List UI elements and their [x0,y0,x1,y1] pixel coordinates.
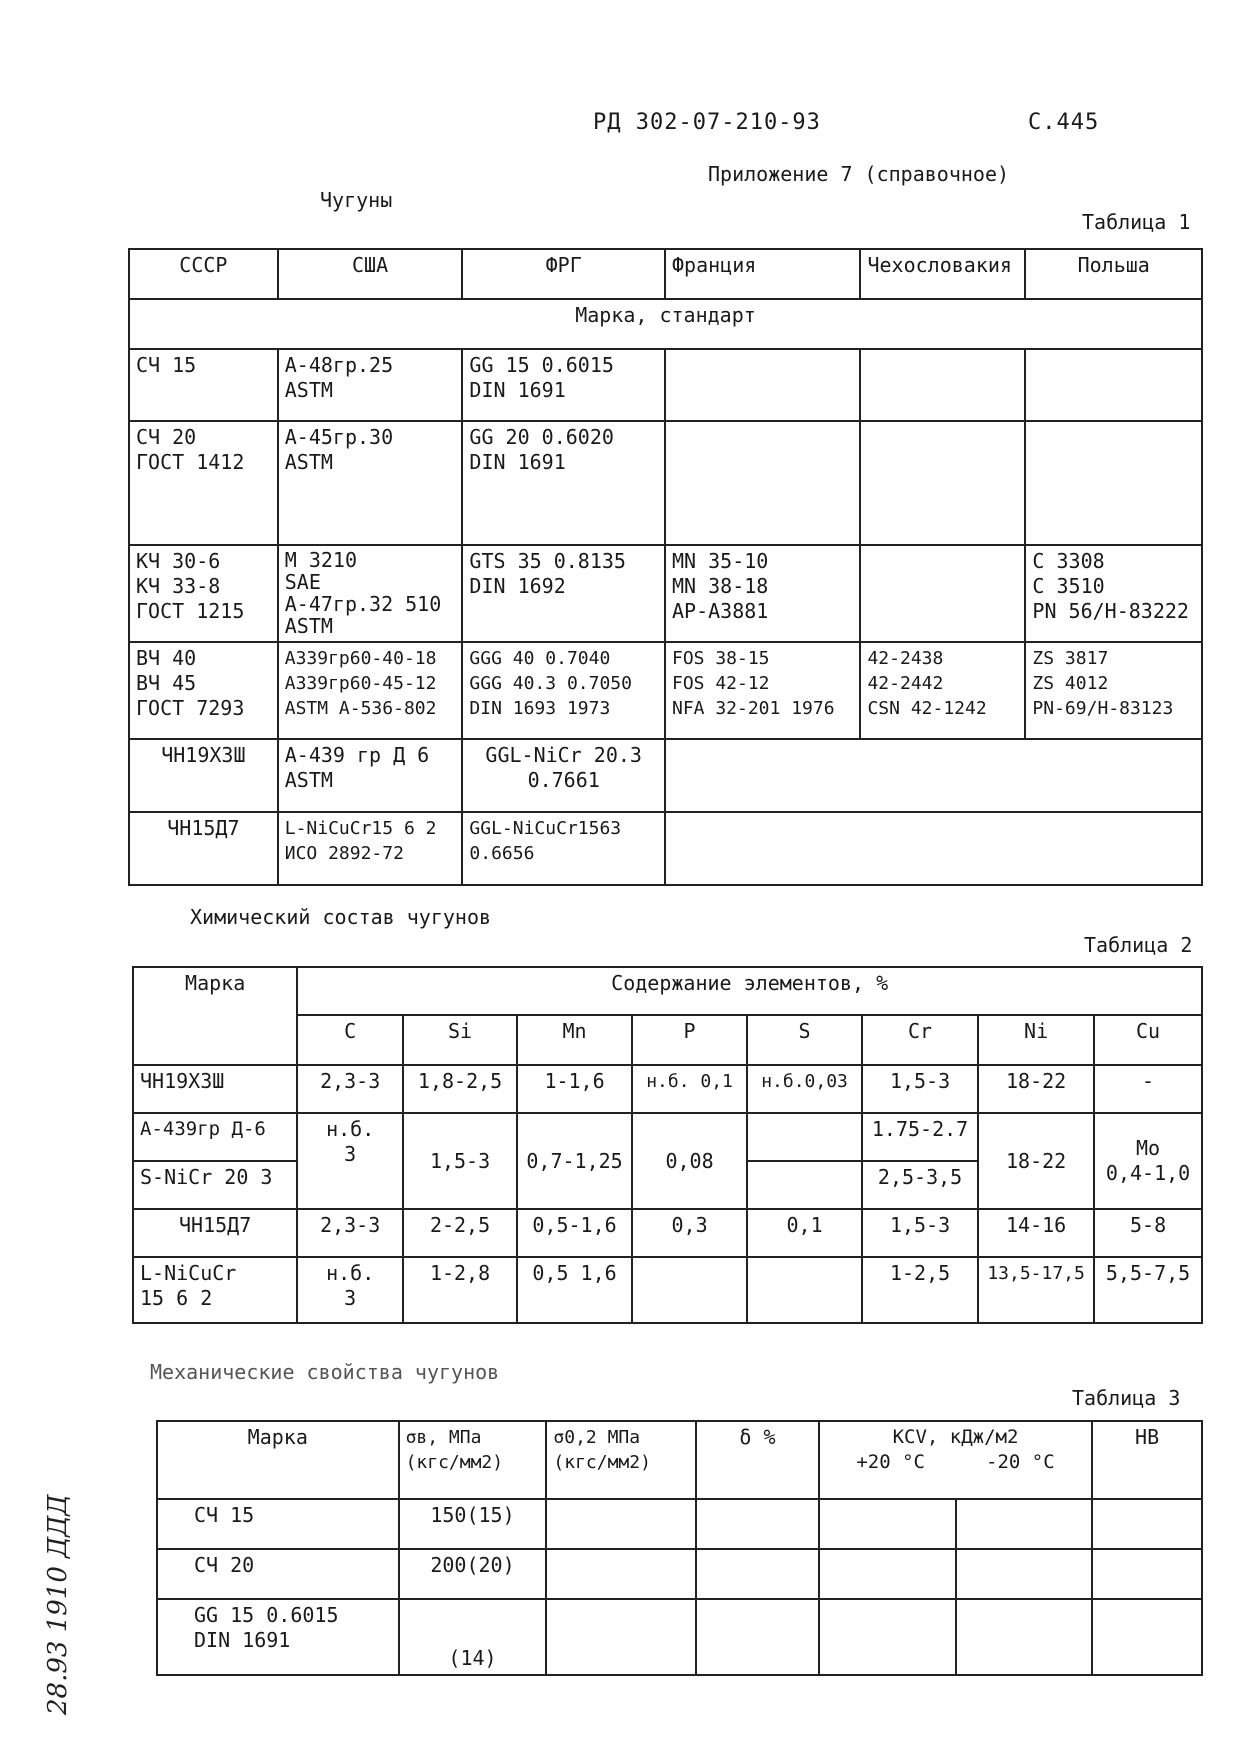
table3-label: Таблица 3 [1072,1386,1181,1410]
t1-r1-poland [1025,349,1202,421]
t1-r5-empty [665,739,1202,812]
t2-r4-mn: 0,5-1,6 [517,1209,632,1257]
t2-r23-ni: 18-22 [978,1113,1094,1209]
t1-r1-usa: А-48гр.25 ASTM [278,349,463,421]
t1-r6-usa: L-NiCuCr15 6 2 ИСО 2892-72 [278,812,463,885]
t3-r3-ultimate: (14) [399,1599,547,1675]
t2-r5-mark: L-NiCuCr 15 6 2 [133,1257,297,1323]
t1-merged-header: Марка, стандарт [129,299,1202,349]
t2-el-mn: Mn [517,1015,632,1065]
t3-col-mark: Марка [157,1421,399,1499]
t1-r4-france: FOS 38-15 FOS 42-12 NFA 32-201 1976 [665,642,860,739]
t1-r2-poland [1025,421,1202,545]
t1-r5-ussr: ЧН19Х3Ш [129,739,278,812]
t1-r2-czech [860,421,1025,545]
t2-r1-mark: ЧН19Х3Ш [133,1065,297,1113]
t1-col-usa: США [278,249,463,299]
t2-r1-cr: 1,5-3 [862,1065,978,1113]
t2-r1-cu: - [1094,1065,1202,1113]
table2 [132,966,1203,1324]
t2-el-ni: Ni [978,1015,1094,1065]
t1-col-frg: ФРГ [462,249,665,299]
t1-r4-frg: GGG 40 0.7040 GGG 40.3 0.7050 DIN 1693 1973 [462,642,665,739]
t1-r2-ussr: СЧ 20 ГОСТ 1412 [129,421,278,545]
t1-r2-france [665,421,860,545]
t1-col-poland: Польша [1025,249,1202,299]
t2-r4-mark: ЧН15Д7 [133,1209,297,1257]
t2-r5-si: 1-2,8 [403,1257,517,1323]
t2-el-si: Si [403,1015,517,1065]
t2-r1-s: н.б.0,03 [747,1065,862,1113]
section2-title: Химический состав чугунов [190,905,492,929]
t1-r4-usa: А339гр60-40-18 А339гр60-45-12 ASTM A-536-802 [278,642,463,739]
t1-r2-frg: GG 20 0.6020 DIN 1691 [462,421,665,545]
t2-el-p: P [632,1015,747,1065]
table1-label: Таблица 1 [1082,210,1191,234]
t2-r4-cr: 1,5-3 [862,1209,978,1257]
t1-r4-ussr: ВЧ 40 ВЧ 45 ГОСТ 7293 [129,642,278,739]
t1-r4-poland: ZS 3817 ZS 4012 PN-69/H-83123 [1025,642,1202,739]
appendix-title: Приложение 7 (справочное) [708,162,1010,186]
t2-r23-si: 1,5-3 [403,1113,517,1209]
t1-r3-poland: C 3308 C 3510 PN 56/H-83222 [1025,545,1202,642]
t2-r4-s: 0,1 [747,1209,862,1257]
t1-r1-frg: GG 15 0.6015 DIN 1691 [462,349,665,421]
t1-r5-usa: А-439 гр Д 6 ASTM [278,739,463,812]
t1-r3-ussr: КЧ 30-6 КЧ 33-8 ГОСТ 1215 [129,545,278,642]
t2-r23-mn: 0,7-1,25 [517,1113,632,1209]
t3-col-elong: δ % [696,1421,819,1499]
t1-r6-empty [665,812,1202,885]
t1-col-ussr: СССР [129,249,278,299]
t1-r4-czech: 42-2438 42-2442 CSN 42-1242 [860,642,1025,739]
t3-r2-mark: СЧ 20 [157,1549,399,1599]
t2-r23-p: 0,08 [632,1113,747,1209]
t2-r1-si: 1,8-2,5 [403,1065,517,1113]
t1-col-czech: Чехословакия [860,249,1025,299]
t2-r4-si: 2-2,5 [403,1209,517,1257]
t3-col-hb: HB [1092,1421,1202,1499]
t2-r5-cu: 5,5-7,5 [1094,1257,1202,1323]
t2-el-c: C [297,1015,403,1065]
t2-r2-cr: 1.75-2.7 [862,1113,978,1161]
table3 [156,1420,1203,1676]
t2-r5-mn: 0,5 1,6 [517,1257,632,1323]
t3-col-ultimate: σв, МПа (кгс/мм2) [399,1421,547,1499]
t1-r3-usa: M 3210 SAE А-47гр.32 510 ASTM [278,545,463,642]
t3-kcv-minus20: -20 °C [986,1451,1055,1473]
t3-r3-mark: GG 15 0.6015 DIN 1691 [157,1599,399,1675]
t2-r5-p [632,1257,747,1323]
document-code: РД 302-07-210-93 [593,110,821,135]
table1 [128,248,1203,886]
t3-r1-mark: СЧ 15 [157,1499,399,1549]
t2-r1-mn: 1-1,6 [517,1065,632,1113]
t2-r5-s [747,1257,862,1323]
t1-r6-ussr: ЧН15Д7 [129,812,278,885]
section3-title: Механические свойства чугунов [150,1360,500,1384]
t1-r1-france [665,349,860,421]
t1-r3-frg: GTS 35 0.8135 DIN 1692 [462,545,665,642]
t2-r2-s [747,1113,862,1161]
t1-r3-france: MN 35-10 MN 38-18 AP-A3881 [665,545,860,642]
t3-col-kcv [819,1421,1092,1499]
t2-r3-cr: 2,5-3,5 [862,1161,978,1209]
t3-kcv-plus20: +20 °C [856,1451,925,1473]
t2-el-cr: Cr [862,1015,978,1065]
t1-r1-ussr: СЧ 15 [129,349,278,421]
t1-r5-frg: GGL-NiCr 20.3 0.7661 [462,739,665,812]
t2-r23-cu: Mo 0,4-1,0 [1094,1113,1202,1209]
t1-col-france: Франция [665,249,860,299]
t1-r6-frg: GGL-NiCuCr1563 0.6656 [462,812,665,885]
t1-r1-czech [860,349,1025,421]
t2-r5-ni: 13,5-17,5 [978,1257,1094,1323]
t3-r1-ultimate: 150(15) [399,1499,547,1549]
t2-col-group: Содержание элементов, % [297,967,1202,1015]
section1-title: Чугуны [320,188,393,212]
t3-col-yield: σ0,2 МПа (кгс/мм2) [546,1421,696,1499]
page-number: С.445 [1028,110,1100,135]
t2-r1-c: 2,3-3 [297,1065,403,1113]
t2-r4-p: 0,3 [632,1209,747,1257]
t2-el-s: S [747,1015,862,1065]
t2-r5-cr: 1-2,5 [862,1257,978,1323]
t1-r3-czech [860,545,1025,642]
t2-r23-c: н.б. 3 [297,1113,403,1209]
t2-r4-cu: 5-8 [1094,1209,1202,1257]
t2-r5-c: н.б. 3 [297,1257,403,1323]
t2-r1-ni: 18-22 [978,1065,1094,1113]
t2-r4-c: 2,3-3 [297,1209,403,1257]
t1-r2-usa: А-45гр.30 ASTM [278,421,463,545]
t2-r1-p: н.б. 0,1 [632,1065,747,1113]
table2-label: Таблица 2 [1084,933,1193,957]
t2-col-mark: Марка [133,967,297,1065]
t3-r2-ultimate: 200(20) [399,1549,547,1599]
t3-kcv-title: KCV, кДж/м2 [892,1426,1019,1448]
handwritten-margin-note: 28.93 1910 ДДД [43,1494,73,1715]
t2-r2-mark: А-439гр Д-6 [133,1113,297,1161]
t2-r4-ni: 14-16 [978,1209,1094,1257]
t2-el-cu: Cu [1094,1015,1202,1065]
t2-r3-mark: S-NiCr 20 3 [133,1161,297,1209]
t2-r3-s [747,1161,862,1209]
